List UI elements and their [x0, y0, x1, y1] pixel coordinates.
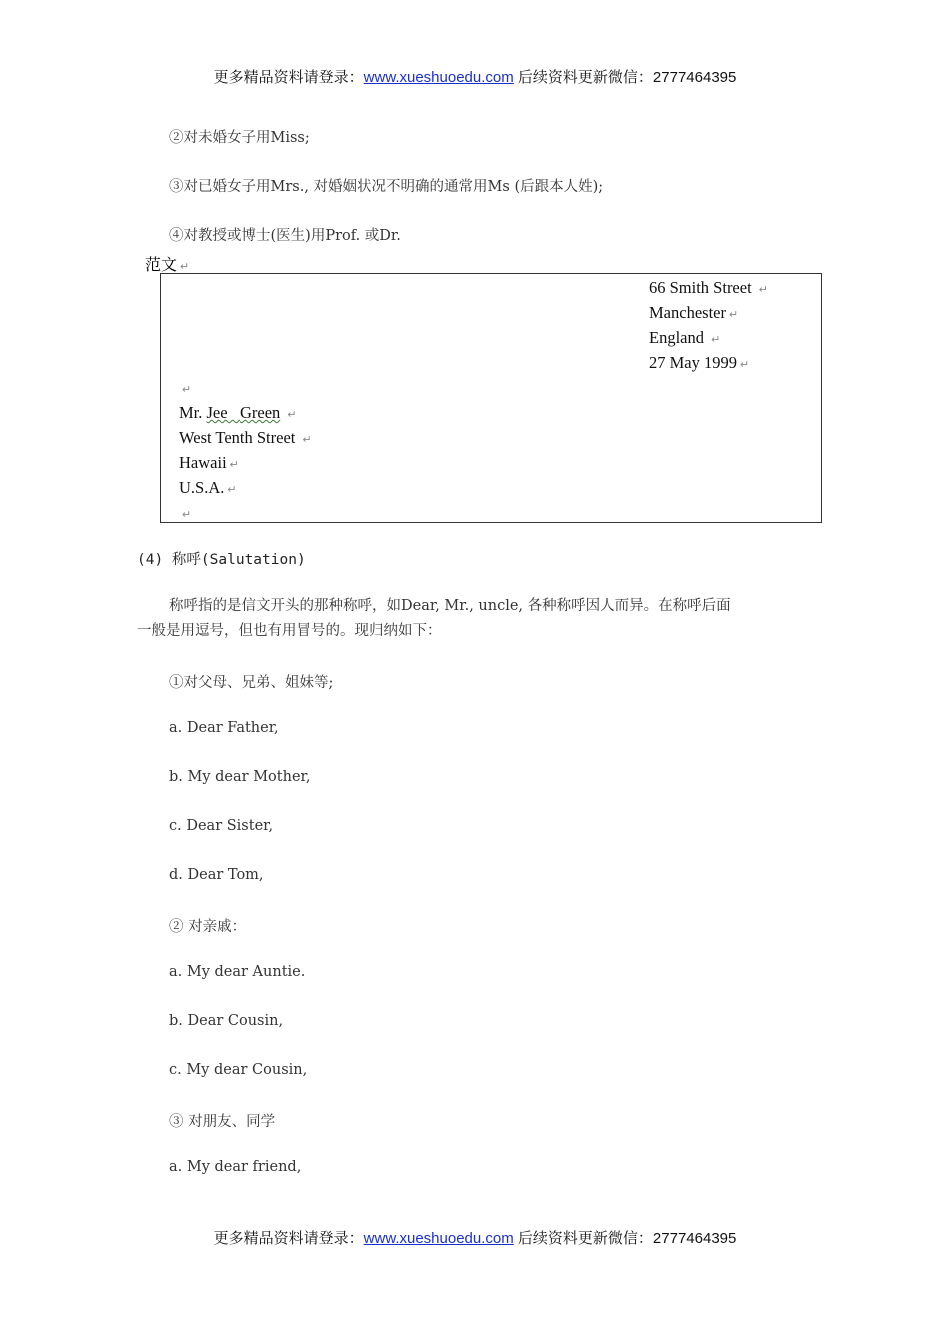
- sender-country: England ↵: [649, 328, 721, 347]
- sender-city: Manchester ↵: [649, 303, 739, 322]
- example-my-dear-friend: a. My dear friend,: [169, 1159, 302, 1175]
- parents-label: ①对父母、兄弟、姐妹等;: [169, 675, 334, 691]
- page-footer: [0, 1227, 950, 1248]
- header-suffix: 后续资料更新微信：2777464395: [517, 69, 737, 86]
- example-dear-father: a. Dear Father,: [169, 720, 279, 736]
- recipient-country: U.S.A. ↵: [179, 478, 237, 497]
- salutation-intro: 称呼指的是信文开头的那种称呼，如Dear, Mr., uncle, 各种称呼因人而异。在称呼后面 一般是用逗号，但也有用冒号的。现归纳如下：: [137, 598, 731, 639]
- blank-line-marker: ↵: [182, 384, 192, 396]
- relatives-label: ② 对亲戚：: [169, 919, 247, 935]
- recipient-state: Hawaii ↵: [179, 453, 239, 472]
- example-dear-sister: c. Dear Sister,: [169, 818, 274, 834]
- salutation-heading: (4) 称呼(Salutation): [137, 552, 306, 568]
- footer-suffix: 后续资料更新微信：2777464395: [517, 1230, 737, 1247]
- footer-link[interactable]: www.xueshuoedu.com: [363, 1230, 514, 1247]
- sample-label: 范文 ↵: [145, 257, 190, 274]
- page-header: [0, 66, 950, 87]
- sample-letter-box: [160, 273, 822, 523]
- example-dear-cousin: b. Dear Cousin,: [169, 1013, 284, 1029]
- title-rule-mrs: ③对已婚女子用Mrs., 对婚姻状况不明确的通常用Ms (后跟本人姓);: [169, 179, 604, 195]
- recipient-street: West Tenth Street ↵: [179, 428, 312, 447]
- example-my-dear-mother: b. My dear Mother,: [169, 769, 311, 785]
- header-prefix: 更多精品资料请登录：: [213, 69, 364, 86]
- letter-date: 27 May 1999 ↵: [649, 353, 750, 372]
- recipient-name: Mr. Jee Green ↵: [179, 403, 297, 422]
- title-rule-miss: ②对未婚女子用Miss;: [169, 130, 310, 146]
- example-my-dear-cousin: c. My dear Cousin,: [169, 1062, 308, 1078]
- example-dear-tom: d. Dear Tom,: [169, 867, 264, 883]
- title-rule-prof: ④对教授或博士(医生)用Prof. 或Dr.: [169, 228, 401, 244]
- footer-prefix: 更多精品资料请登录：: [213, 1230, 364, 1247]
- sender-street: 66 Smith Street ↵: [649, 278, 769, 297]
- friends-label: ③ 对朋友、同学: [169, 1114, 276, 1130]
- end-line-marker: ↵: [182, 509, 192, 521]
- example-my-dear-auntie: a. My dear Auntie.: [169, 964, 306, 980]
- header-link[interactable]: www.xueshuoedu.com: [363, 69, 514, 86]
